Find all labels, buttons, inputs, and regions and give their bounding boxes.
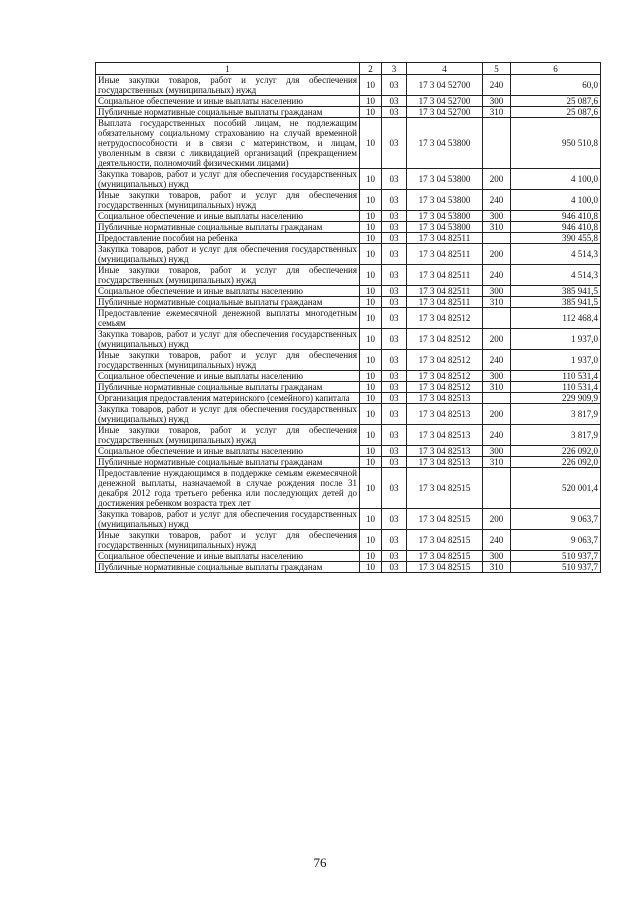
row-subsection: 03 (382, 404, 407, 425)
row-subsection: 03 (382, 425, 407, 446)
row-section: 10 (360, 265, 382, 286)
row-amount: 1 937,0 (511, 350, 601, 371)
header-row (96, 63, 601, 75)
row-amount: 946 410,8 (511, 222, 601, 233)
row-expense-type: 200 (483, 404, 511, 425)
row-amount: 9 063,7 (511, 509, 601, 530)
row-target-article: 17 3 04 82515 (407, 468, 483, 509)
row-subsection: 03 (382, 169, 407, 190)
row-section: 10 (360, 350, 382, 371)
row-amount: 25 087,6 (511, 96, 601, 107)
row-section: 10 (360, 308, 382, 329)
row-amount: 4 100,0 (511, 169, 601, 190)
row-target-article: 17 3 04 53800 (407, 211, 483, 222)
table-row (96, 509, 601, 530)
table-body (96, 75, 601, 573)
row-name: Публичные нормативные социальные выплаты гражданам (96, 562, 360, 573)
row-expense-type: 310 (483, 562, 511, 573)
row-target-article: 17 3 04 82511 (407, 244, 483, 265)
row-subsection: 03 (382, 244, 407, 265)
row-subsection: 03 (382, 393, 407, 404)
row-target-article: 17 3 04 82513 (407, 446, 483, 457)
row-section: 10 (360, 468, 382, 509)
table-row (96, 211, 601, 222)
row-amount: 385 941,5 (511, 286, 601, 297)
row-section: 10 (360, 382, 382, 393)
row-target-article: 17 3 04 82512 (407, 350, 483, 371)
row-subsection: 03 (382, 329, 407, 350)
row-expense-type: 300 (483, 211, 511, 222)
row-amount: 390 455,8 (511, 233, 601, 244)
table-row (96, 169, 601, 190)
row-expense-type: 300 (483, 551, 511, 562)
row-target-article: 17 3 04 52700 (407, 96, 483, 107)
row-amount: 112 468,4 (511, 308, 601, 329)
row-expense-type: 240 (483, 530, 511, 551)
row-section: 10 (360, 244, 382, 265)
row-amount: 3 817,9 (511, 404, 601, 425)
table-row (96, 446, 601, 457)
row-target-article: 17 3 04 52700 (407, 75, 483, 96)
row-name: Иные закупки товаров, работ и услуг для обеспечения государственных (муниципальных) нужд (96, 190, 360, 211)
row-expense-type (483, 468, 511, 509)
table-row (96, 297, 601, 308)
row-name: Закупка товаров, работ и услуг для обеспечения государственных (муниципальных) нужд (96, 404, 360, 425)
row-expense-type (483, 308, 511, 329)
row-section: 10 (360, 190, 382, 211)
row-expense-type: 300 (483, 286, 511, 297)
table-row (96, 244, 601, 265)
budget-table (95, 62, 601, 573)
table-row (96, 393, 601, 404)
row-name: Иные закупки товаров, работ и услуг для обеспечения государственных (муниципальных) нужд (96, 425, 360, 446)
row-name: Закупка товаров, работ и услуг для обеспечения государственных (муниципальных) нужд (96, 509, 360, 530)
row-subsection: 03 (382, 75, 407, 96)
row-subsection: 03 (382, 468, 407, 509)
row-subsection: 03 (382, 308, 407, 329)
header-col-2: 2 (360, 63, 382, 75)
row-section: 10 (360, 457, 382, 468)
row-name: Социальное обеспечение и иные выплаты населению (96, 446, 360, 457)
row-section: 10 (360, 393, 382, 404)
row-section: 10 (360, 297, 382, 308)
table-row (96, 265, 601, 286)
row-target-article: 17 3 04 82515 (407, 551, 483, 562)
row-section: 10 (360, 211, 382, 222)
row-target-article: 17 3 04 82513 (407, 393, 483, 404)
row-amount: 110 531,4 (511, 382, 601, 393)
row-amount: 510 937,7 (511, 551, 601, 562)
row-subsection: 03 (382, 562, 407, 573)
table-row (96, 530, 601, 551)
table-row (96, 75, 601, 96)
row-subsection: 03 (382, 457, 407, 468)
row-amount: 4 100,0 (511, 190, 601, 211)
table-row (96, 118, 601, 169)
row-subsection: 03 (382, 118, 407, 169)
row-name: Социальное обеспечение и иные выплаты населению (96, 551, 360, 562)
row-expense-type: 310 (483, 382, 511, 393)
row-subsection: 03 (382, 286, 407, 297)
row-amount: 110 531,4 (511, 371, 601, 382)
row-section: 10 (360, 329, 382, 350)
row-name: Публичные нормативные социальные выплаты гражданам (96, 457, 360, 468)
row-expense-type (483, 393, 511, 404)
row-expense-type (483, 118, 511, 169)
row-subsection: 03 (382, 265, 407, 286)
row-name: Закупка товаров, работ и услуг для обеспечения государственных (муниципальных) нужд (96, 244, 360, 265)
table-row (96, 96, 601, 107)
row-amount: 226 092,0 (511, 457, 601, 468)
row-section: 10 (360, 509, 382, 530)
row-subsection: 03 (382, 107, 407, 118)
row-expense-type: 300 (483, 96, 511, 107)
row-amount: 4 514,3 (511, 244, 601, 265)
row-name: Иные закупки товаров, работ и услуг для обеспечения государственных (муниципальных) нужд (96, 530, 360, 551)
row-target-article: 17 3 04 53800 (407, 118, 483, 169)
row-section: 10 (360, 404, 382, 425)
row-target-article: 17 3 04 82511 (407, 297, 483, 308)
row-expense-type: 310 (483, 222, 511, 233)
row-name: Предоставление нуждающимся в поддержке семьям ежемесячной денежной выплаты, назначаемой в случае рождения после 31 декабря 2012 года третьего ребенка или последующих детей до достижения ребенком возраста трех лет (96, 468, 360, 509)
row-target-article: 17 3 04 82515 (407, 562, 483, 573)
table-row (96, 233, 601, 244)
header-col-5: 5 (483, 63, 511, 75)
row-section: 10 (360, 446, 382, 457)
row-target-article: 17 3 04 82512 (407, 308, 483, 329)
row-name: Организация предоставления материнского (семейного) капитала (96, 393, 360, 404)
table-row (96, 562, 601, 573)
row-target-article: 17 3 04 53800 (407, 169, 483, 190)
row-name: Иные закупки товаров, работ и услуг для обеспечения государственных (муниципальных) нужд (96, 350, 360, 371)
row-target-article: 17 3 04 82511 (407, 286, 483, 297)
row-amount: 229 909,9 (511, 393, 601, 404)
row-section: 10 (360, 222, 382, 233)
row-subsection: 03 (382, 233, 407, 244)
row-section: 10 (360, 107, 382, 118)
page-number: 76 (313, 855, 327, 870)
row-amount: 510 937,7 (511, 562, 601, 573)
row-name: Публичные нормативные социальные выплаты гражданам (96, 297, 360, 308)
row-amount: 60,0 (511, 75, 601, 96)
header-col-3: 3 (382, 63, 407, 75)
row-name: Публичные нормативные социальные выплаты гражданам (96, 382, 360, 393)
row-subsection: 03 (382, 297, 407, 308)
row-amount: 1 937,0 (511, 329, 601, 350)
row-amount: 25 087,6 (511, 107, 601, 118)
row-section: 10 (360, 551, 382, 562)
row-name: Закупка товаров, работ и услуг для обеспечения государственных (муниципальных) нужд (96, 169, 360, 190)
row-target-article: 17 3 04 82515 (407, 509, 483, 530)
row-target-article: 17 3 04 52700 (407, 107, 483, 118)
table-row (96, 404, 601, 425)
table-row (96, 457, 601, 468)
table-row (96, 329, 601, 350)
row-expense-type: 240 (483, 350, 511, 371)
row-subsection: 03 (382, 96, 407, 107)
row-subsection: 03 (382, 509, 407, 530)
row-section: 10 (360, 233, 382, 244)
row-expense-type: 240 (483, 265, 511, 286)
row-name: Социальное обеспечение и иные выплаты населению (96, 96, 360, 107)
table-row (96, 222, 601, 233)
row-amount: 3 817,9 (511, 425, 601, 446)
row-target-article: 17 3 04 82513 (407, 425, 483, 446)
row-subsection: 03 (382, 222, 407, 233)
row-name: Публичные нормативные социальные выплаты гражданам (96, 107, 360, 118)
row-target-article: 17 3 04 82511 (407, 233, 483, 244)
row-target-article: 17 3 04 82512 (407, 382, 483, 393)
row-amount: 950 510,8 (511, 118, 601, 169)
row-expense-type: 310 (483, 297, 511, 308)
row-subsection: 03 (382, 190, 407, 211)
row-expense-type: 200 (483, 329, 511, 350)
row-target-article: 17 3 04 82512 (407, 329, 483, 350)
row-expense-type: 240 (483, 425, 511, 446)
row-subsection: 03 (382, 350, 407, 371)
row-amount: 226 092,0 (511, 446, 601, 457)
row-amount: 946 410,8 (511, 211, 601, 222)
table-row (96, 308, 601, 329)
row-subsection: 03 (382, 446, 407, 457)
row-expense-type: 240 (483, 75, 511, 96)
table-row (96, 382, 601, 393)
row-section: 10 (360, 118, 382, 169)
row-name: Социальное обеспечение и иные выплаты населению (96, 286, 360, 297)
row-subsection: 03 (382, 382, 407, 393)
row-target-article: 17 3 04 53800 (407, 190, 483, 211)
header-col-1: 1 (96, 63, 360, 75)
row-name: Социальное обеспечение и иные выплаты населению (96, 211, 360, 222)
row-target-article: 17 3 04 82513 (407, 404, 483, 425)
row-name: Выплата государственных пособий лицам, не подлежащим обязательному социальному страхованию на случай временной нетрудоспособности и в связи с материнством, и лицам, уволенным в связи с ликвидацией организаций (прекращением деятельности, полномочий физическими лицами) (96, 118, 360, 169)
row-section: 10 (360, 371, 382, 382)
table-row (96, 190, 601, 211)
row-section: 10 (360, 286, 382, 297)
table-row (96, 107, 601, 118)
row-name: Предоставление пособия на ребенка (96, 233, 360, 244)
table-row (96, 551, 601, 562)
row-expense-type: 200 (483, 509, 511, 530)
row-amount: 9 063,7 (511, 530, 601, 551)
row-name: Социальное обеспечение и иные выплаты населению (96, 371, 360, 382)
row-name: Предоставление ежемесячной денежной выплаты многодетным семьям (96, 308, 360, 329)
row-section: 10 (360, 530, 382, 551)
table-row (96, 468, 601, 509)
row-expense-type (483, 233, 511, 244)
row-subsection: 03 (382, 371, 407, 382)
table-row (96, 425, 601, 446)
row-expense-type: 240 (483, 190, 511, 211)
row-target-article: 17 3 04 82511 (407, 265, 483, 286)
row-section: 10 (360, 96, 382, 107)
row-section: 10 (360, 169, 382, 190)
row-target-article: 17 3 04 82513 (407, 457, 483, 468)
row-name: Иные закупки товаров, работ и услуг для обеспечения государственных (муниципальных) нужд (96, 265, 360, 286)
table-row (96, 350, 601, 371)
table-row (96, 371, 601, 382)
row-expense-type: 300 (483, 371, 511, 382)
row-amount: 4 514,3 (511, 265, 601, 286)
row-subsection: 03 (382, 530, 407, 551)
header-col-6: 6 (511, 63, 601, 75)
header-col-4: 4 (407, 63, 483, 75)
row-target-article: 17 3 04 53800 (407, 222, 483, 233)
table-row (96, 286, 601, 297)
row-target-article: 17 3 04 82512 (407, 371, 483, 382)
row-name: Иные закупки товаров, работ и услуг для обеспечения государственных (муниципальных) нужд (96, 75, 360, 96)
row-amount: 520 001,4 (511, 468, 601, 509)
row-section: 10 (360, 425, 382, 446)
row-expense-type: 300 (483, 446, 511, 457)
row-amount: 385 941,5 (511, 297, 601, 308)
row-name: Публичные нормативные социальные выплаты гражданам (96, 222, 360, 233)
row-section: 10 (360, 562, 382, 573)
row-name: Закупка товаров, работ и услуг для обеспечения государственных (муниципальных) нужд (96, 329, 360, 350)
row-expense-type: 310 (483, 107, 511, 118)
row-section: 10 (360, 75, 382, 96)
row-expense-type: 200 (483, 169, 511, 190)
row-expense-type: 200 (483, 244, 511, 265)
row-subsection: 03 (382, 211, 407, 222)
row-target-article: 17 3 04 82515 (407, 530, 483, 551)
row-expense-type: 310 (483, 457, 511, 468)
row-subsection: 03 (382, 551, 407, 562)
